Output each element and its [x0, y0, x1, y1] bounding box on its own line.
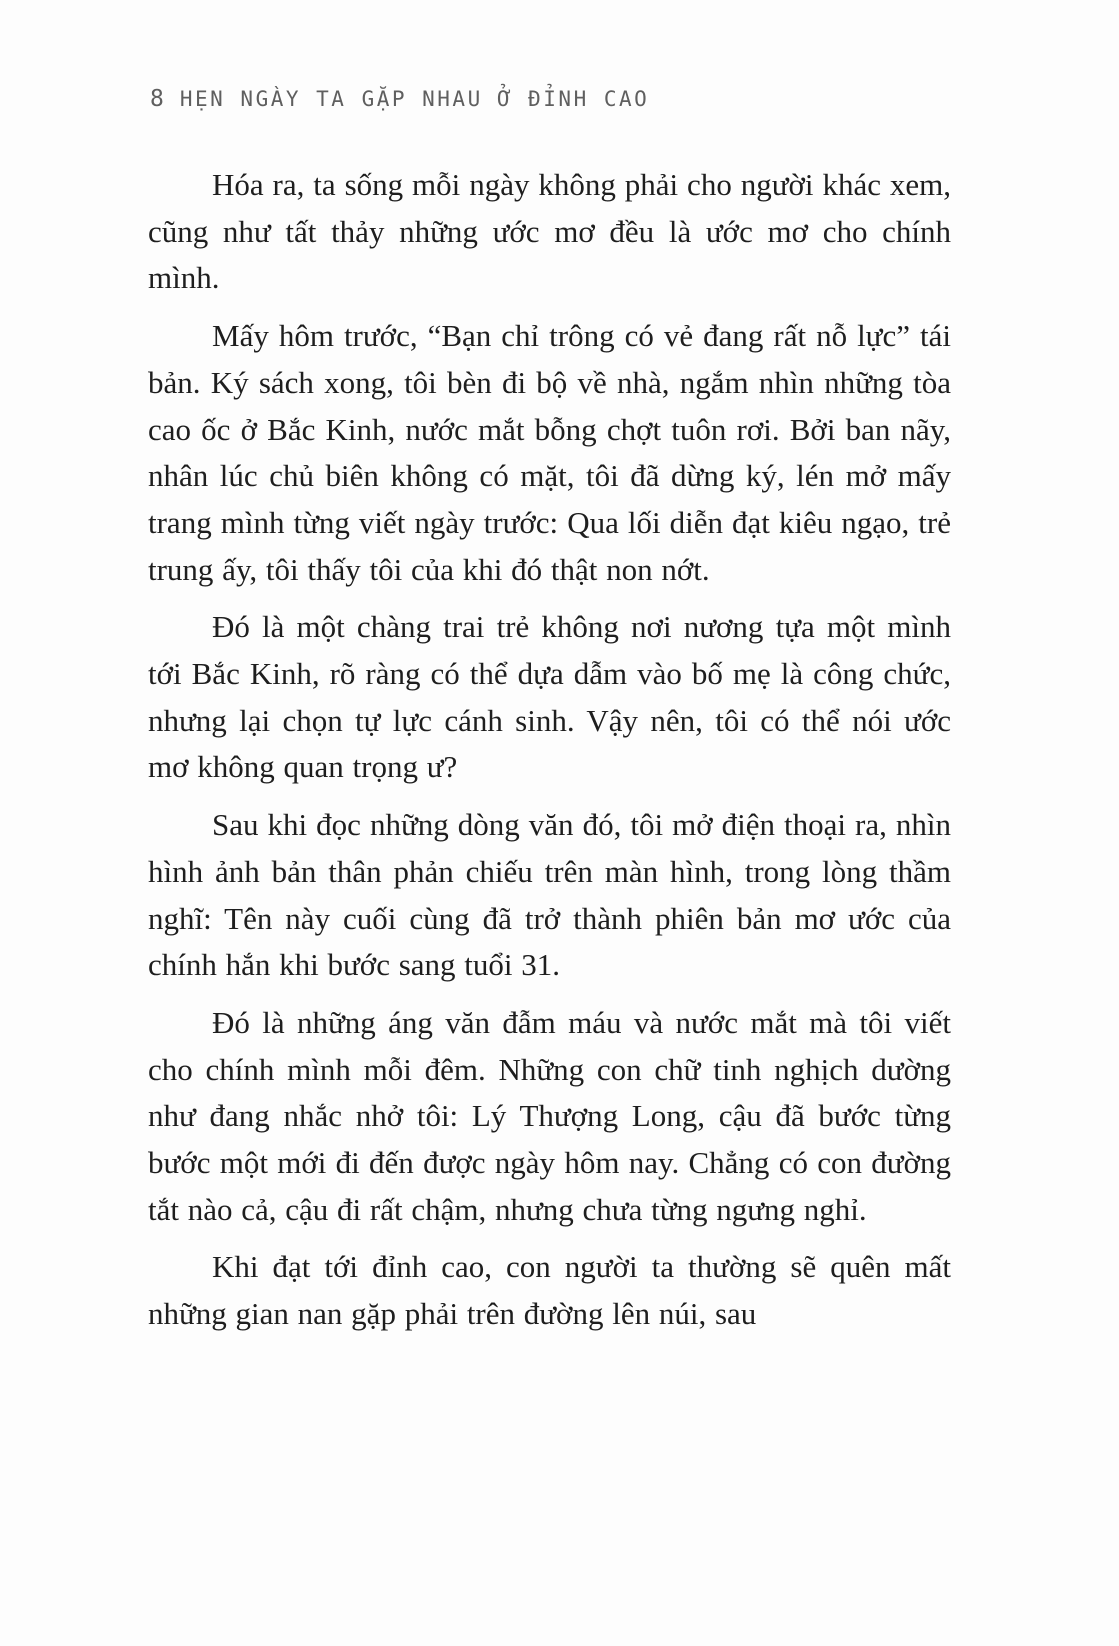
running-header — [150, 86, 649, 112]
paragraph: Mấy hôm trước, “Bạn chỉ trông có vẻ đang rất nỗ lực” tái bản. Ký sách xong, tôi bèn đi bộ về nhà, ngắm nhìn những tòa cao ốc ở Bắc Kinh, nước mắt bỗng chợt tuôn rơi. Bởi ban nãy, nhân lúc chủ biên không có mặt, tôi đã dừng ký, lén mở mấy trang mình từng viết ngày trước: Qua lối diễn đạt kiêu ngạo, trẻ trung ấy, tôi thấy tôi của khi đó thật non nớt. — [148, 318, 951, 587]
paragraph: Khi đạt tới đỉnh cao, con người ta thường sẽ quên mất những gian nan gặp phải trên đường lên núi, sau — [148, 1249, 951, 1332]
page-number: 8 — [150, 86, 164, 112]
body-text — [148, 162, 951, 1349]
running-title: HẸN NGÀY TA GẶP NHAU Ở ĐỈNH CAO — [179, 87, 650, 111]
paragraph: Đó là một chàng trai trẻ không nơi nương tựa một mình tới Bắc Kinh, rõ ràng có thể dựa dẫm vào bố mẹ là công chức, nhưng lại chọn tự lực cánh sinh. Vậy nên, tôi có thể nói ước mơ không quan trọng ư? — [148, 609, 951, 785]
paragraph: Hóa ra, ta sống mỗi ngày không phải cho người khác xem, cũng như tất thảy những ước mơ đều là ước mơ cho chính mình. — [148, 167, 951, 296]
paragraph: Đó là những áng văn đẫm máu và nước mắt mà tôi viết cho chính mình mỗi đêm. Những con chữ tinh nghịch dường như đang nhắc nhở tôi: Lý Thượng Long, cậu đã bước từng bước một mới đi đến được ngày hôm nay. Chẳng có con đường tắt nào cả, cậu đi rất chậm, nhưng chưa từng ngưng nghỉ. — [148, 1004, 951, 1227]
paragraph: Sau khi đọc những dòng văn đó, tôi mở điện thoại ra, nhìn hình ảnh bản thân phản chiếu trên màn hình, trong lòng thầm nghĩ: Tên này cuối cùng đã trở thành phiên bản mơ ước của chính hắn khi bước sang tuổi 31. — [148, 807, 951, 983]
